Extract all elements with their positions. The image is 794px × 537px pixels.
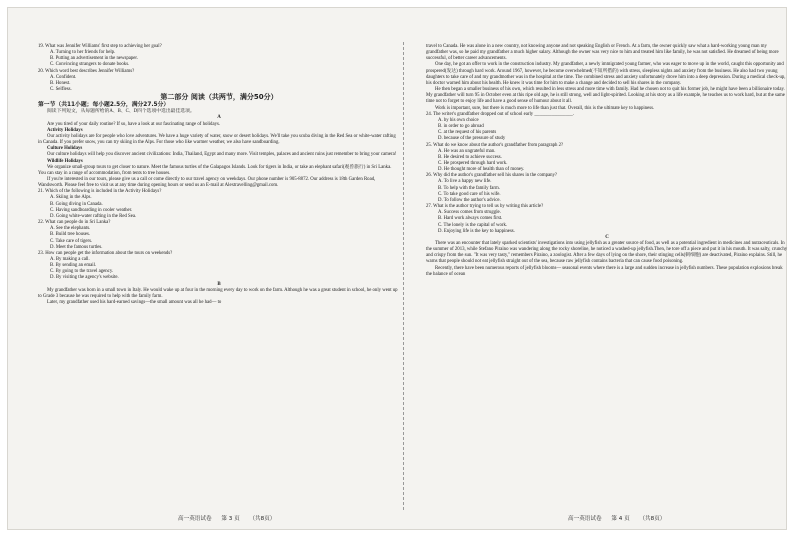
answer-option: D. Going white-water rafting in the Red Sea. — [50, 213, 137, 219]
paragraph: travel to Canada. He was alone in a new country, not knowing anyone and not speaking English or French. At a farm, the owner quickly saw what a hard-working young man my grandfather was, so he paid my grandfather a much higher salary. Although the owner was very nice to him and treated him like family, he was not satisfied. He dreamed of being more successful, of better career advancements. — [426, 44, 779, 62]
answer-option: A. He was an ungrateful man. — [438, 148, 496, 154]
column-divider — [403, 42, 404, 510]
answer-option: B. in order to go abroad — [438, 124, 484, 130]
paragraph: One day, he got an offer to work in the construction industry. My grandfather, a newly immigrated young farmer, who was eager to move up in the world, caught this opportunity and prospered(发达) through hard work. Around 1967, however, he become overwhelmed(不知所措的) with stress, sleepless nights and anxiety from the business. He also had two young daughters to take care of and my grandmother was in the hospital at the time. The combined stress and anxiety unfortunately drove him into a deep depression. During a medical check-up, his doctor warned him about his health. He knew it was time for him to make a change and decided to sell his shares in the company. — [426, 62, 786, 86]
answer-option: A. To live a happy new life. — [438, 179, 492, 185]
answer-option: A. Skiing in the Alps. — [50, 195, 92, 201]
question: 19. What was Jennifer Williams' first step to achieving her goal? — [38, 44, 162, 49]
right-column — [426, 44, 788, 278]
answer-option: D. He thought more of health than of money. — [438, 167, 525, 173]
question: 22. What can people do in Sri Lanka? — [38, 220, 111, 226]
answer-option: A. Confident. — [50, 74, 77, 80]
answer-option: D. By visiting the agency's website. — [50, 275, 119, 281]
question: 21. Which of the following is included in the Activity Holidays? — [38, 189, 162, 195]
question: 25. What do we know about the author's grandfather from paragraph 2? — [426, 142, 564, 148]
answer-option: C. Convincing strangers to donate books. — [50, 62, 130, 68]
answer-option: C. Having sandboarding in cooler weather. — [50, 207, 133, 213]
answer-option: C. Selfless. — [50, 87, 72, 93]
part-title: 第二部分 阅读（共两节，满分50分） — [160, 93, 278, 102]
answer-option: A. Success comes from struggle. — [438, 210, 501, 216]
footer-right — [568, 514, 673, 522]
question: 24. The writer's grandfather dropped out of school early ________________. — [426, 111, 574, 117]
left-pre-questions — [38, 44, 400, 93]
paragraph: He then began a smaller business of his own, which resulted in less stress and more time with family. Had he chosen not to quit his former job, he might have been a billionaire today. My grandfather will turn 95 in October even at this ripe old age, he is still strong, well and light-spirited. Looking at his story as a life example, he teaches us to work hard, but at the same time not to forget to enjoy life and have a good sense of humour about it all. — [426, 87, 785, 105]
answer-option: C. By going to the travel agency. — [50, 269, 114, 275]
footer-page: 第 4 页 — [611, 516, 630, 522]
question: 20. Which word best describes Jennifer Williams? — [38, 68, 135, 74]
passage-b-continued — [426, 44, 788, 235]
answer-option: B. Putting an advertisement in the newspaper. — [50, 56, 138, 62]
answer-option: B. Going diving in Canada. — [50, 201, 103, 207]
footer-total: （共8页） — [249, 516, 276, 522]
paragraph: We organize small-group tours to get closer to nature. Meet the famous turtles of the Galapagos Islands. Look for tigers in India, or take an elephant safari(观兽旅行) in Sri Lanka. You can stay in a range of accommodation, from tents to tree houses. — [38, 164, 392, 176]
passage-heading: Activity Holidays — [47, 127, 83, 133]
passage-heading: Culture Holidays — [47, 146, 83, 152]
section-instructions: 阅读下列短文，从每题所给的A、B、C、D四个选项中选出最佳选项。 — [47, 109, 195, 115]
answer-option: A. See the elephants. — [50, 226, 91, 232]
answer-option: C. at the request of his parents — [438, 130, 497, 136]
answer-option: D. Meet the famous turtles. — [50, 244, 103, 250]
section-title: 第一节（共11小题；每小题2.5分，满分27.5分） — [38, 102, 170, 109]
paragraph: There was an encounter that lately sparked scientists' investigations into using jellyfish as a greater source of food, as well as a potential ingredient in medicines and nutraceuticals. In the summer of 2013, while Stefano Piraino was wandering along the rocky shoreline, he noticed a washed-up jellyfish.Then, he tore off a piece and put it in his mouth. It was salty, crunchy and crispy from the sun. "It was very tasty," remembers Piraino, a zoologist. After a few days of lying on the shore, their stinging cells(刺细胞) are deactivated, Piraino explains. Still, he warns that people should not eat jellyfish straight out of the sea, because raw jellyfish contains bacteria that can cause food poisoning. — [426, 241, 788, 265]
passage-a-letter: A — [217, 115, 221, 121]
footer-exam-name: 高一英语试卷 — [568, 516, 602, 522]
footer-page: 第 3 页 — [221, 516, 240, 522]
question: 27. What is the author trying to tell us by writing this article? — [426, 204, 544, 210]
question: 26. Why did the author's grandfather sell his shares in the company? — [426, 173, 558, 179]
passage-b-letter: B — [217, 281, 221, 287]
paragraph: Recently, there have been numerous reports of jellyfish blooms— seasonal events where there is a large and sudden increase in jellyfish numbers. These population explosions break the balance of ocean — [426, 265, 783, 277]
paragraph: Are you tired of your daily routine? If so, have a look at our fascinating range of holidays. — [47, 121, 221, 127]
answer-option: C. Take care of tigers. — [50, 238, 93, 244]
paragraph: If you're interested in our tours, please give us a call or come directly to our travel agency on weekdays. Our phone number is 905-8872. Our address is 18th Garden Road, Wandsworth. Please feel free to visit us at any time during opening hours or send us an E-mail at Alextravelling@gmail.com. — [38, 176, 376, 189]
paragraph: My grandfather was born in a small town in Italy. He would wake up at four in the morning every day to work on the farm. Although he was a great student in school, he only went up to Grade 3 because he was required to help with the family farm. — [38, 287, 398, 299]
answer-option: B. Hard work always comes first. — [438, 216, 503, 222]
question: 23. How can people get the information about the tours on weekends? — [38, 250, 173, 256]
passage-b-start — [38, 288, 400, 306]
paragraph: Our activity holidays are for people who love adventures. We have a huge variety of water, snow or desert holidays. We'll take you scuba diving in the Red Sea or white-water rafting in Canada. If you prefer snow, you can try skiing in the Alps. For those who like warmer weather, we also have sandboarding. — [38, 133, 396, 146]
answer-option: B. Build tree houses. — [50, 232, 91, 238]
passage-c — [426, 241, 788, 278]
passage-a — [38, 122, 400, 282]
footer-exam-name: 高一英语试卷 — [178, 516, 212, 522]
paragraph: Our culture holidays will help you discover ancient civilizations: India, Thailand, Egypt and many more. Visit temples, palaces and ancient ruins just remember to bring your camera! — [47, 152, 397, 158]
answer-option: A. Turning to her friends for help. — [50, 50, 116, 56]
answer-option: D. because of the pressure of study — [438, 136, 506, 142]
answer-option: C. He prospered through hard work. — [438, 160, 508, 166]
paragraph: Work is important, sure, but there is much more to life than just that. Overall, this is the ultimate key to happiness. — [435, 105, 655, 111]
answer-option: D. Enjoying life is the key to happiness. — [438, 228, 515, 234]
passage-c-letter: C — [605, 234, 609, 240]
answer-option: B. Honest. — [50, 80, 71, 86]
answer-option: D. To follow the author's advice. — [438, 197, 501, 203]
footer-total: （共8页） — [639, 516, 666, 522]
exam-sheet — [8, 8, 786, 529]
passage-heading: Wildlife Holidays — [47, 158, 83, 164]
left-column — [38, 44, 400, 306]
answer-option: C. To take good care of his wife. — [438, 191, 501, 197]
answer-option: A. by his own choice — [438, 117, 479, 123]
answer-option: B. He desired to achieve success. — [438, 154, 502, 160]
footer-left — [178, 514, 283, 522]
paragraph: Later, my grandfather used his hard-earned savings—the small amount was all he had— to — [47, 300, 222, 306]
answer-option: B. To help with the family farm. — [438, 185, 500, 191]
answer-option: C. The lonely is the capital of work. — [438, 222, 508, 228]
answer-option: B. By sending an email. — [50, 263, 97, 269]
answer-option: A. By making a call. — [50, 257, 90, 262]
